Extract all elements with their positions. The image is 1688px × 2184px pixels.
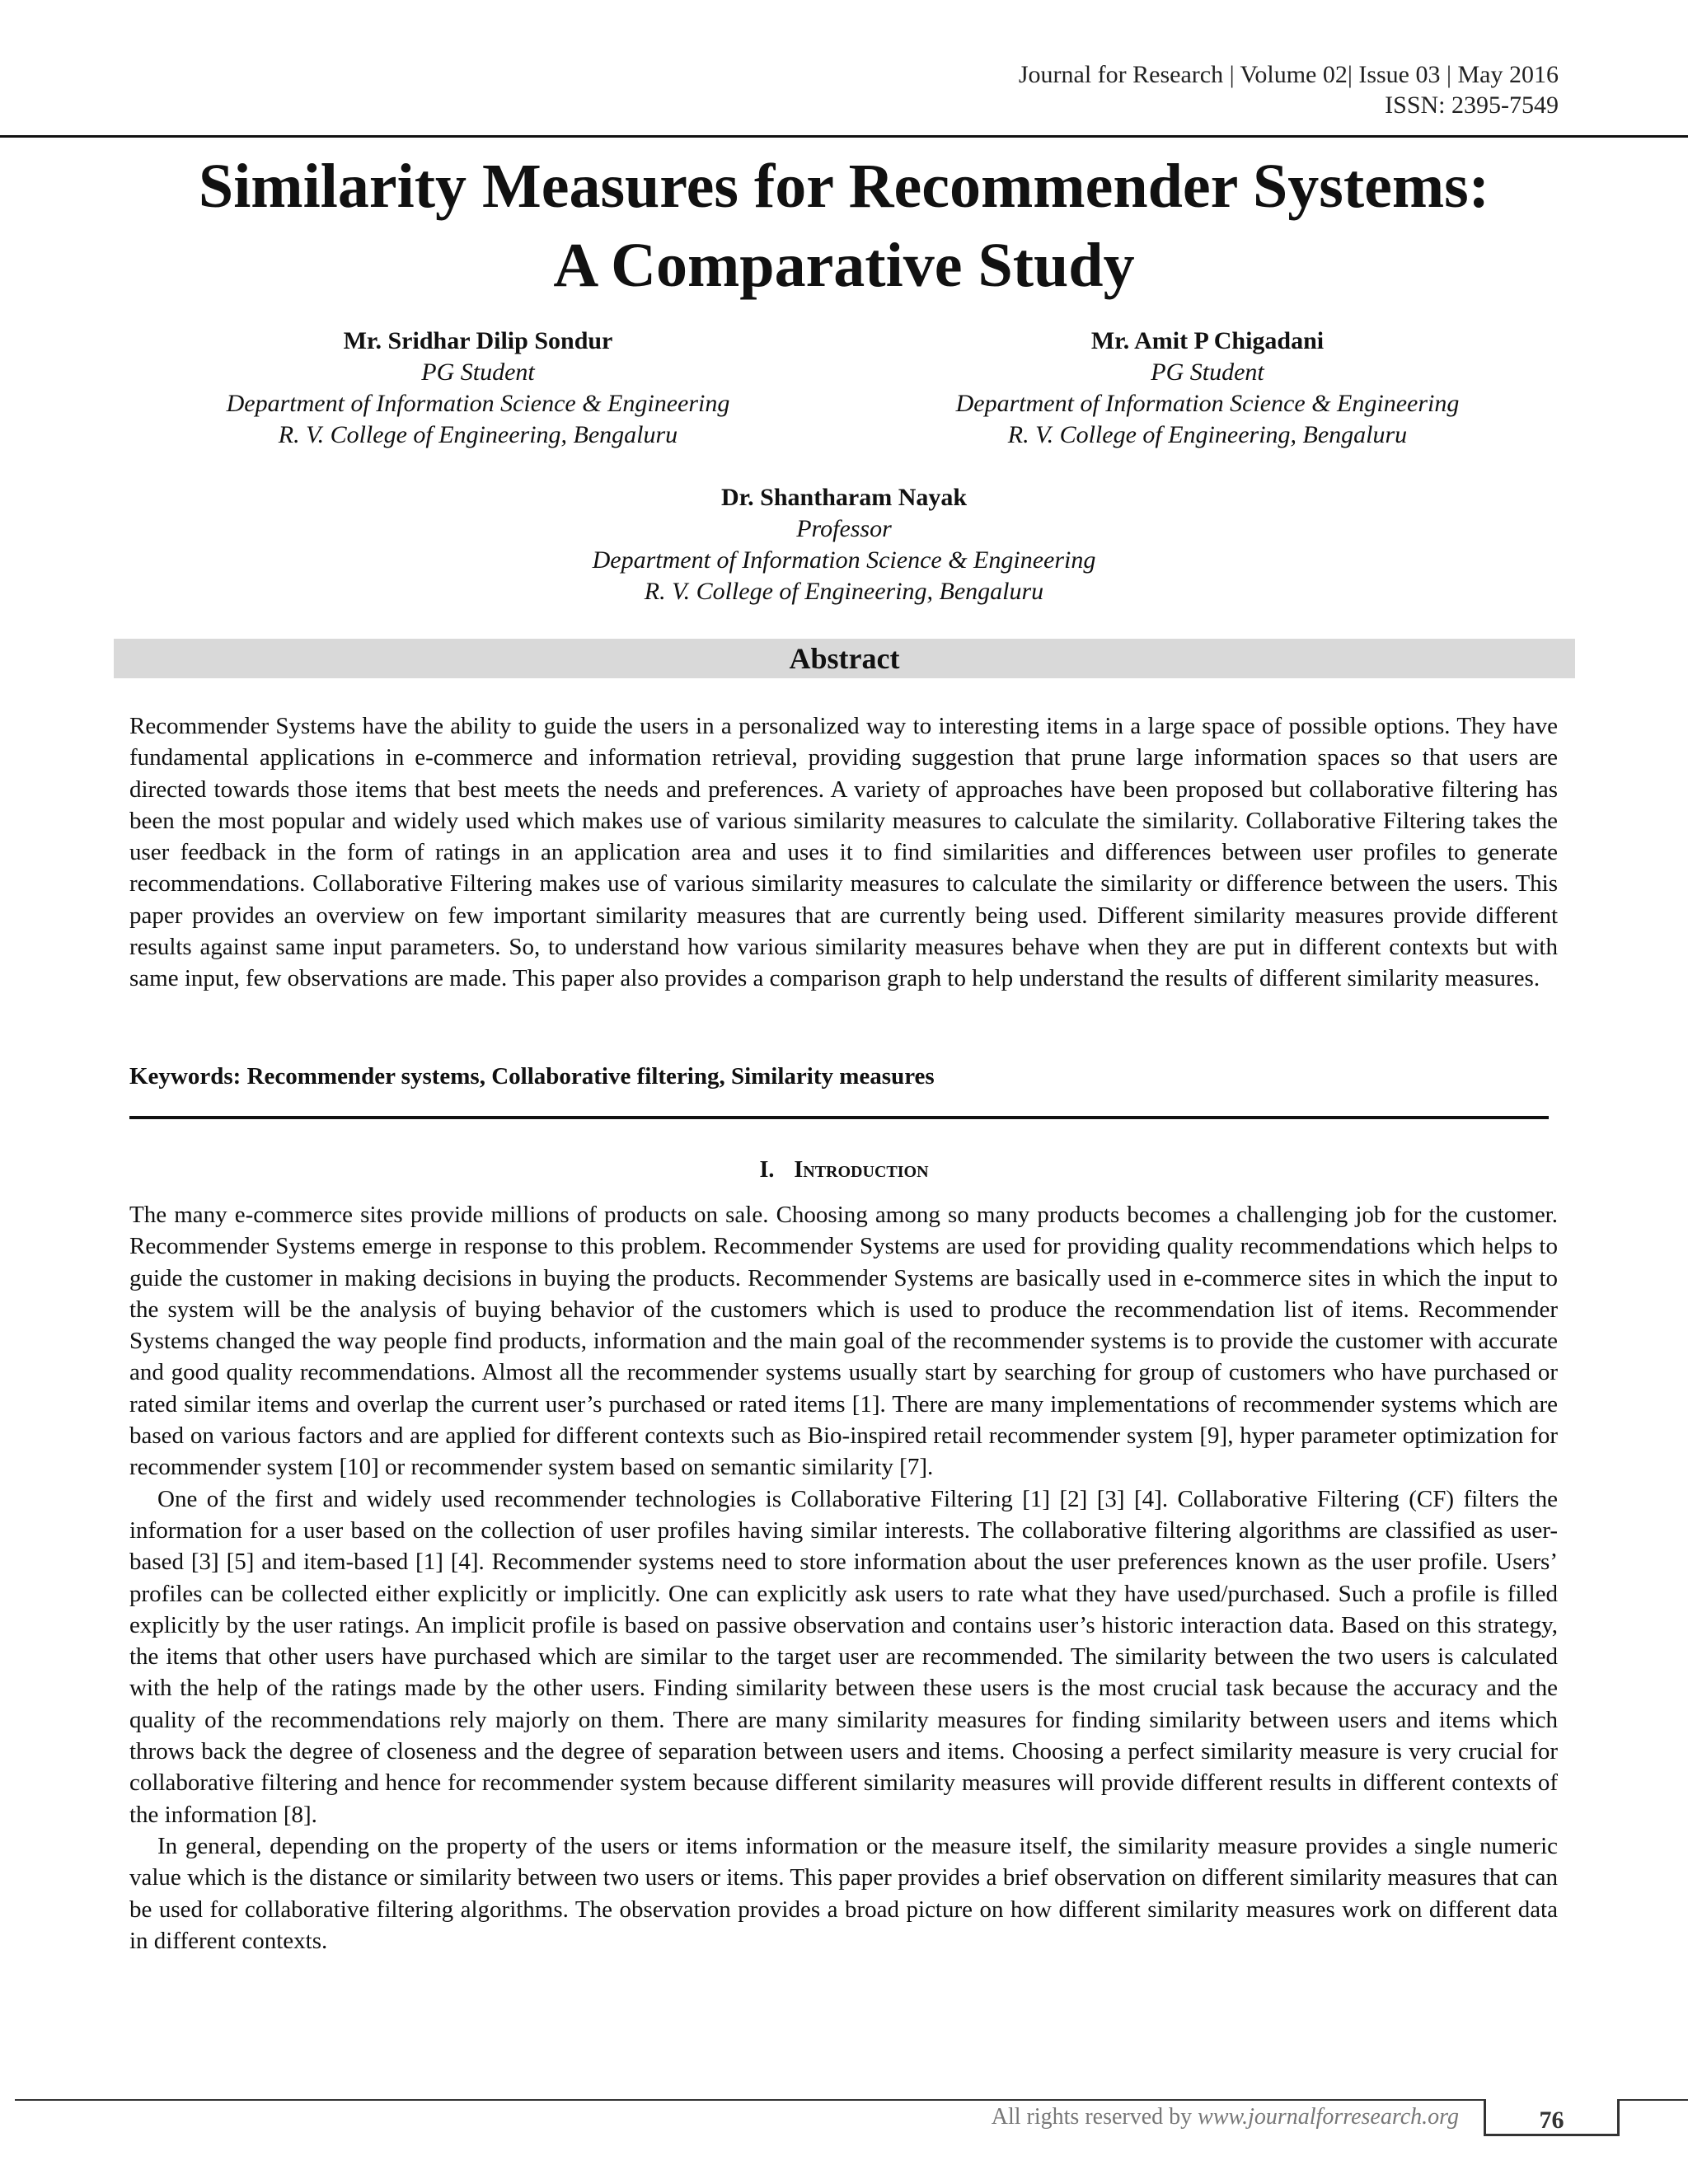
journal-issue-line: Journal for Research | Volume 02| Issue 03 | May 2016 <box>1018 61 1559 88</box>
author-block-1 <box>157 326 799 451</box>
author-college: R. V. College of Engineering, Bengaluru <box>278 421 678 448</box>
body-paragraph: The many e-commerce sites provide millions of products on sale. Choosing among so many products becomes a challenging job for the customer. Recommender Systems emerge in response to this problem. Recommender Systems are used for providing quality recommendations which helps to guide the customer in making decisions in buying the products. Recommender Systems are basically used in e-commerce sites in which the input to the system will be the analysis of buying behavior of the customers which is used to produce the recommendation list of items. Recommender Systems changed the way people find products, information and the main goal of the recommender systems is to provide the customer with accurate and good quality recommendations. Almost all the recommender systems usually start by searching for group of customers who have purchased or rated similar items and overlap the current user’s purchased or rated items [1]. There are many implementations of recommender systems which are based on various factors and are applied for different contexts such as Bio-inspired retail recommender system [9], hyper parameter optimization for recommender system [10] or recommender system based on semantic similarity [7]. <box>129 1202 1558 1481</box>
body-paragraph: One of the first and widely used recommender technologies is Collaborative Filtering [1] [2] [3] [4]. Collaborative Filtering (CF) filters the information for a user based on the collection of user profiles having similar interests. The collaborative filtering algorithms are classified as user-based [3] [5] and item-based [1] [4]. Recommender systems need to store information about the user preferences known as the user profile. Users’ profiles can be collected either explicitly or implicitly. One can explicitly ask users to rate what they have used/purchased. Such a profile is filled explicitly by the user ratings. An implicit profile is based on passive observation and contains user’s historic interaction data. Based on this strategy, the items that other users have purchased which are similar to the target user are recommended. The similarity between the two users is calculated with the help of the ratings made by the other users. Finding similarity between these users is the most crucial task because the accuracy and the quality of the recommendations rely majorly on them. There are many similarity measures for finding similarity between users and items which throws back the degree of closeness and the degree of separation between users and items. Choosing a perfect similarity measure is very crucial for collaborative filtering and hence for recommender system because different similarity measures will provide different results in different contexts of the information [8]. <box>129 1485 1558 1828</box>
section-title: Introduction <box>794 1157 929 1183</box>
author-role: PG Student <box>1151 359 1264 386</box>
page-number: 76 <box>1539 2107 1564 2134</box>
author-department: Department of Information Science & Engineering <box>955 390 1460 417</box>
author-role: PG Student <box>421 359 535 386</box>
body-paragraph: In general, depending on the property of the users or items information or the measure itself, the similarity measure provides a single numeric value which is the distance or similarity between two users or items. This paper provides a brief observation on different similarity measures that can be used for collaborative filtering algorithms. The observation provides a broad picture on how different similarity measures work on different data in different contexts. <box>129 1832 1558 1954</box>
author-department: Department of Information Science & Engineering <box>592 546 1096 574</box>
author-college: R. V. College of Engineering, Bengaluru <box>644 578 1044 605</box>
section-body <box>129 1199 1558 1957</box>
footer-rule <box>15 2099 1484 2101</box>
issn-line: ISSN: 2395-7549 <box>1385 91 1559 119</box>
header-rule <box>0 135 1688 138</box>
running-header <box>1019 59 1559 120</box>
author-role: Professor <box>796 515 892 542</box>
author-block-2 <box>886 326 1529 451</box>
keywords-line: Keywords: Recommender systems, Collaborative filtering, Similarity measures <box>129 1063 935 1090</box>
author-college: R. V. College of Engineering, Bengaluru <box>1007 421 1408 448</box>
abstract-heading: Abstract <box>114 639 1575 678</box>
paper-title <box>0 147 1688 305</box>
author-name: Mr. Sridhar Dilip Sondur <box>343 327 613 354</box>
footer-rule-tail <box>1620 2099 1688 2101</box>
footer-url-link[interactable]: www.journalforresearch.org <box>1198 2104 1459 2130</box>
author-department: Department of Information Science & Engineering <box>226 390 730 417</box>
abstract-text: Recommender Systems have the ability to guide the users in a personalized way to interesting items in a large space of possible options. They have fundamental applications in e-commerce and information retrieval, providing suggestion that prune large information spaces so that users are directed towards those items that best meets the needs and preferences. A variety of approaches have been proposed but collaborative filtering has been the most popular and widely used which makes use of various similarity measures to calculate the similarity. Collaborative Filtering takes the user feedback in the form of ratings in an application area and uses it to find similarities and differences between user profiles to generate recommendations. Collaborative Filtering makes use of various similarity measures to calculate the similarity or difference between the users. This paper provides an overview on few important similarity measures that are currently being used. Different similarity measures provide different results against same input parameters. So, to understand how various similarity measures behave when they are put in different contexts but with same input, few observations are made. This paper also provides a comparison graph to help understand the results of different similarity measures. <box>129 713 1558 992</box>
footer-rights-text: All rights reserved by <box>991 2104 1198 2130</box>
author-block-3 <box>514 482 1174 607</box>
author-name: Mr. Amit P Chigadani <box>1090 327 1325 354</box>
section-number: I. <box>759 1157 775 1183</box>
abstract-divider <box>129 1116 1549 1119</box>
author-name: Dr. Shantharam Nayak <box>720 484 968 511</box>
paper-title-line-1: Similarity Measures for Recommender Systems: <box>198 152 1490 221</box>
paper-title-line-2: A Comparative Study <box>553 231 1135 300</box>
footer-rights <box>824 2102 1459 2133</box>
section-heading <box>0 1155 1688 1185</box>
